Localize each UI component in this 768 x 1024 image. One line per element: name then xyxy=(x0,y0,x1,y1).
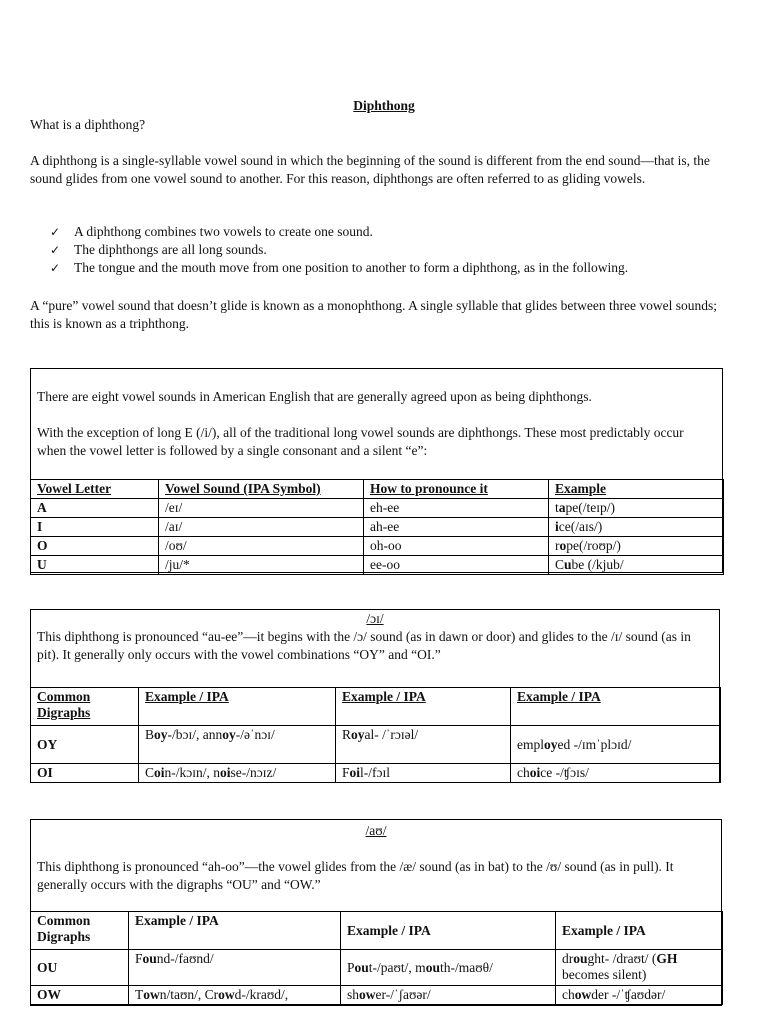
table-header: Example / IPA xyxy=(341,912,556,950)
box1-intro-2: With the exception of long E (/i/), all of the traditional long vowel sounds are diphthongs. These most predictably occur when the vowel letter is followed by a single consonant and a silent “e”: xyxy=(37,425,684,458)
table-header: Example / IPA xyxy=(556,912,723,950)
table-header: Common Digraphs xyxy=(31,688,139,726)
table-row: O /oʊ/ oh-oo rope(/roʊp/) xyxy=(31,537,724,556)
table-header: Example / IPA xyxy=(336,688,511,726)
table-row: U /ju/* ee-oo Cube (/kjub/ xyxy=(31,556,724,575)
page-title: Diphthong xyxy=(353,98,415,113)
list-item: ✓ The diphthongs are all long sounds. xyxy=(50,242,267,257)
table-row: OY Boy-/bɔɪ/, annoy-/əˈnɔɪ/ Royal- /ˈrɔɪəl/ employed -/ɪmˈplɔɪd/ xyxy=(31,726,721,764)
checkmark-icon: ✓ xyxy=(50,261,61,275)
list-item: ✓ The tongue and the mouth move from one position to another to form a diphthong, as in the following. xyxy=(50,260,629,275)
box1-intro-1: There are eight vowel sounds in American English that are generally agreed upon as being diphthongs. xyxy=(37,389,592,404)
au-diphthong-box xyxy=(30,819,722,1006)
box2-symbol: /ɔɪ/ xyxy=(366,611,384,626)
table-header: Common Digraphs xyxy=(31,912,129,950)
vowel-table xyxy=(30,479,724,575)
oi-diphthong-box xyxy=(30,609,720,783)
question-text: What is a diphthong? xyxy=(30,117,146,132)
table-header: Vowel Letter xyxy=(31,480,159,499)
table-row: OW Town/taʊn/, Crowd-/kraʊd/, shower-/ˈʃaʊər/ chowder -/ˈʧaʊdər/ xyxy=(31,986,723,1005)
box3-intro: This diphthong is pronounced “ah-oo”—the vowel glides from the /æ/ sound (as in bat) to the /ʊ/ sound (as in pull). It generally occurs with the digraphs “OU” and “OW.” xyxy=(37,859,674,892)
oi-table xyxy=(30,687,721,783)
box3-symbol: /aʊ/ xyxy=(365,823,387,838)
box2-intro: This diphthong is pronounced “au-ee”—it begins with the /ɔ/ sound (as in dawn or door) and glides to the /ɪ/ sound (as in pit). It generally only occurs with the vowel combinations “OY” and “OI.” xyxy=(37,629,691,662)
table-header: Example / IPA xyxy=(511,688,721,726)
table-row: I /aɪ/ ah-ee ice(/aɪs/) xyxy=(31,518,724,537)
table-row: OI Coin-/kɔɪn/, noise-/nɔɪz/ Foil-/fɔɪl choice -/ʧɔɪs/ xyxy=(31,764,721,783)
pure-vowel-paragraph: A “pure” vowel sound that doesn’t glide is known as a monophthong. A single syllable that glides between three vowel sounds; this is known as a triphthong. xyxy=(30,298,718,331)
checkmark-icon: ✓ xyxy=(50,243,61,257)
bullet-list xyxy=(50,223,628,277)
long-vowel-box xyxy=(30,368,723,573)
checkmark-icon: ✓ xyxy=(50,225,61,239)
table-row: A /eɪ/ eh-ee tape(/teɪp/) xyxy=(31,499,724,518)
au-table xyxy=(30,911,723,1005)
table-header: Vowel Sound (IPA Symbol) xyxy=(159,480,364,499)
table-row: OU Found-/faʊnd/ Pout-/paʊt/, mouth-/maʊθ/ drought- /draʊt/ (GH becomes silent) xyxy=(31,950,723,986)
list-item: ✓ A diphthong combines two vowels to create one sound. xyxy=(50,224,373,239)
table-header: Example xyxy=(549,480,724,499)
table-header: Example / IPA xyxy=(129,912,341,950)
table-header: Example / IPA xyxy=(139,688,336,726)
table-header: How to pronounce it xyxy=(364,480,549,499)
definition-paragraph: A diphthong is a single-syllable vowel sound in which the beginning of the sound is different from the end sound—that is, the sound glides from one vowel sound to another. For this reason, diphthongs are often referred to as gliding vowels. xyxy=(30,153,710,186)
